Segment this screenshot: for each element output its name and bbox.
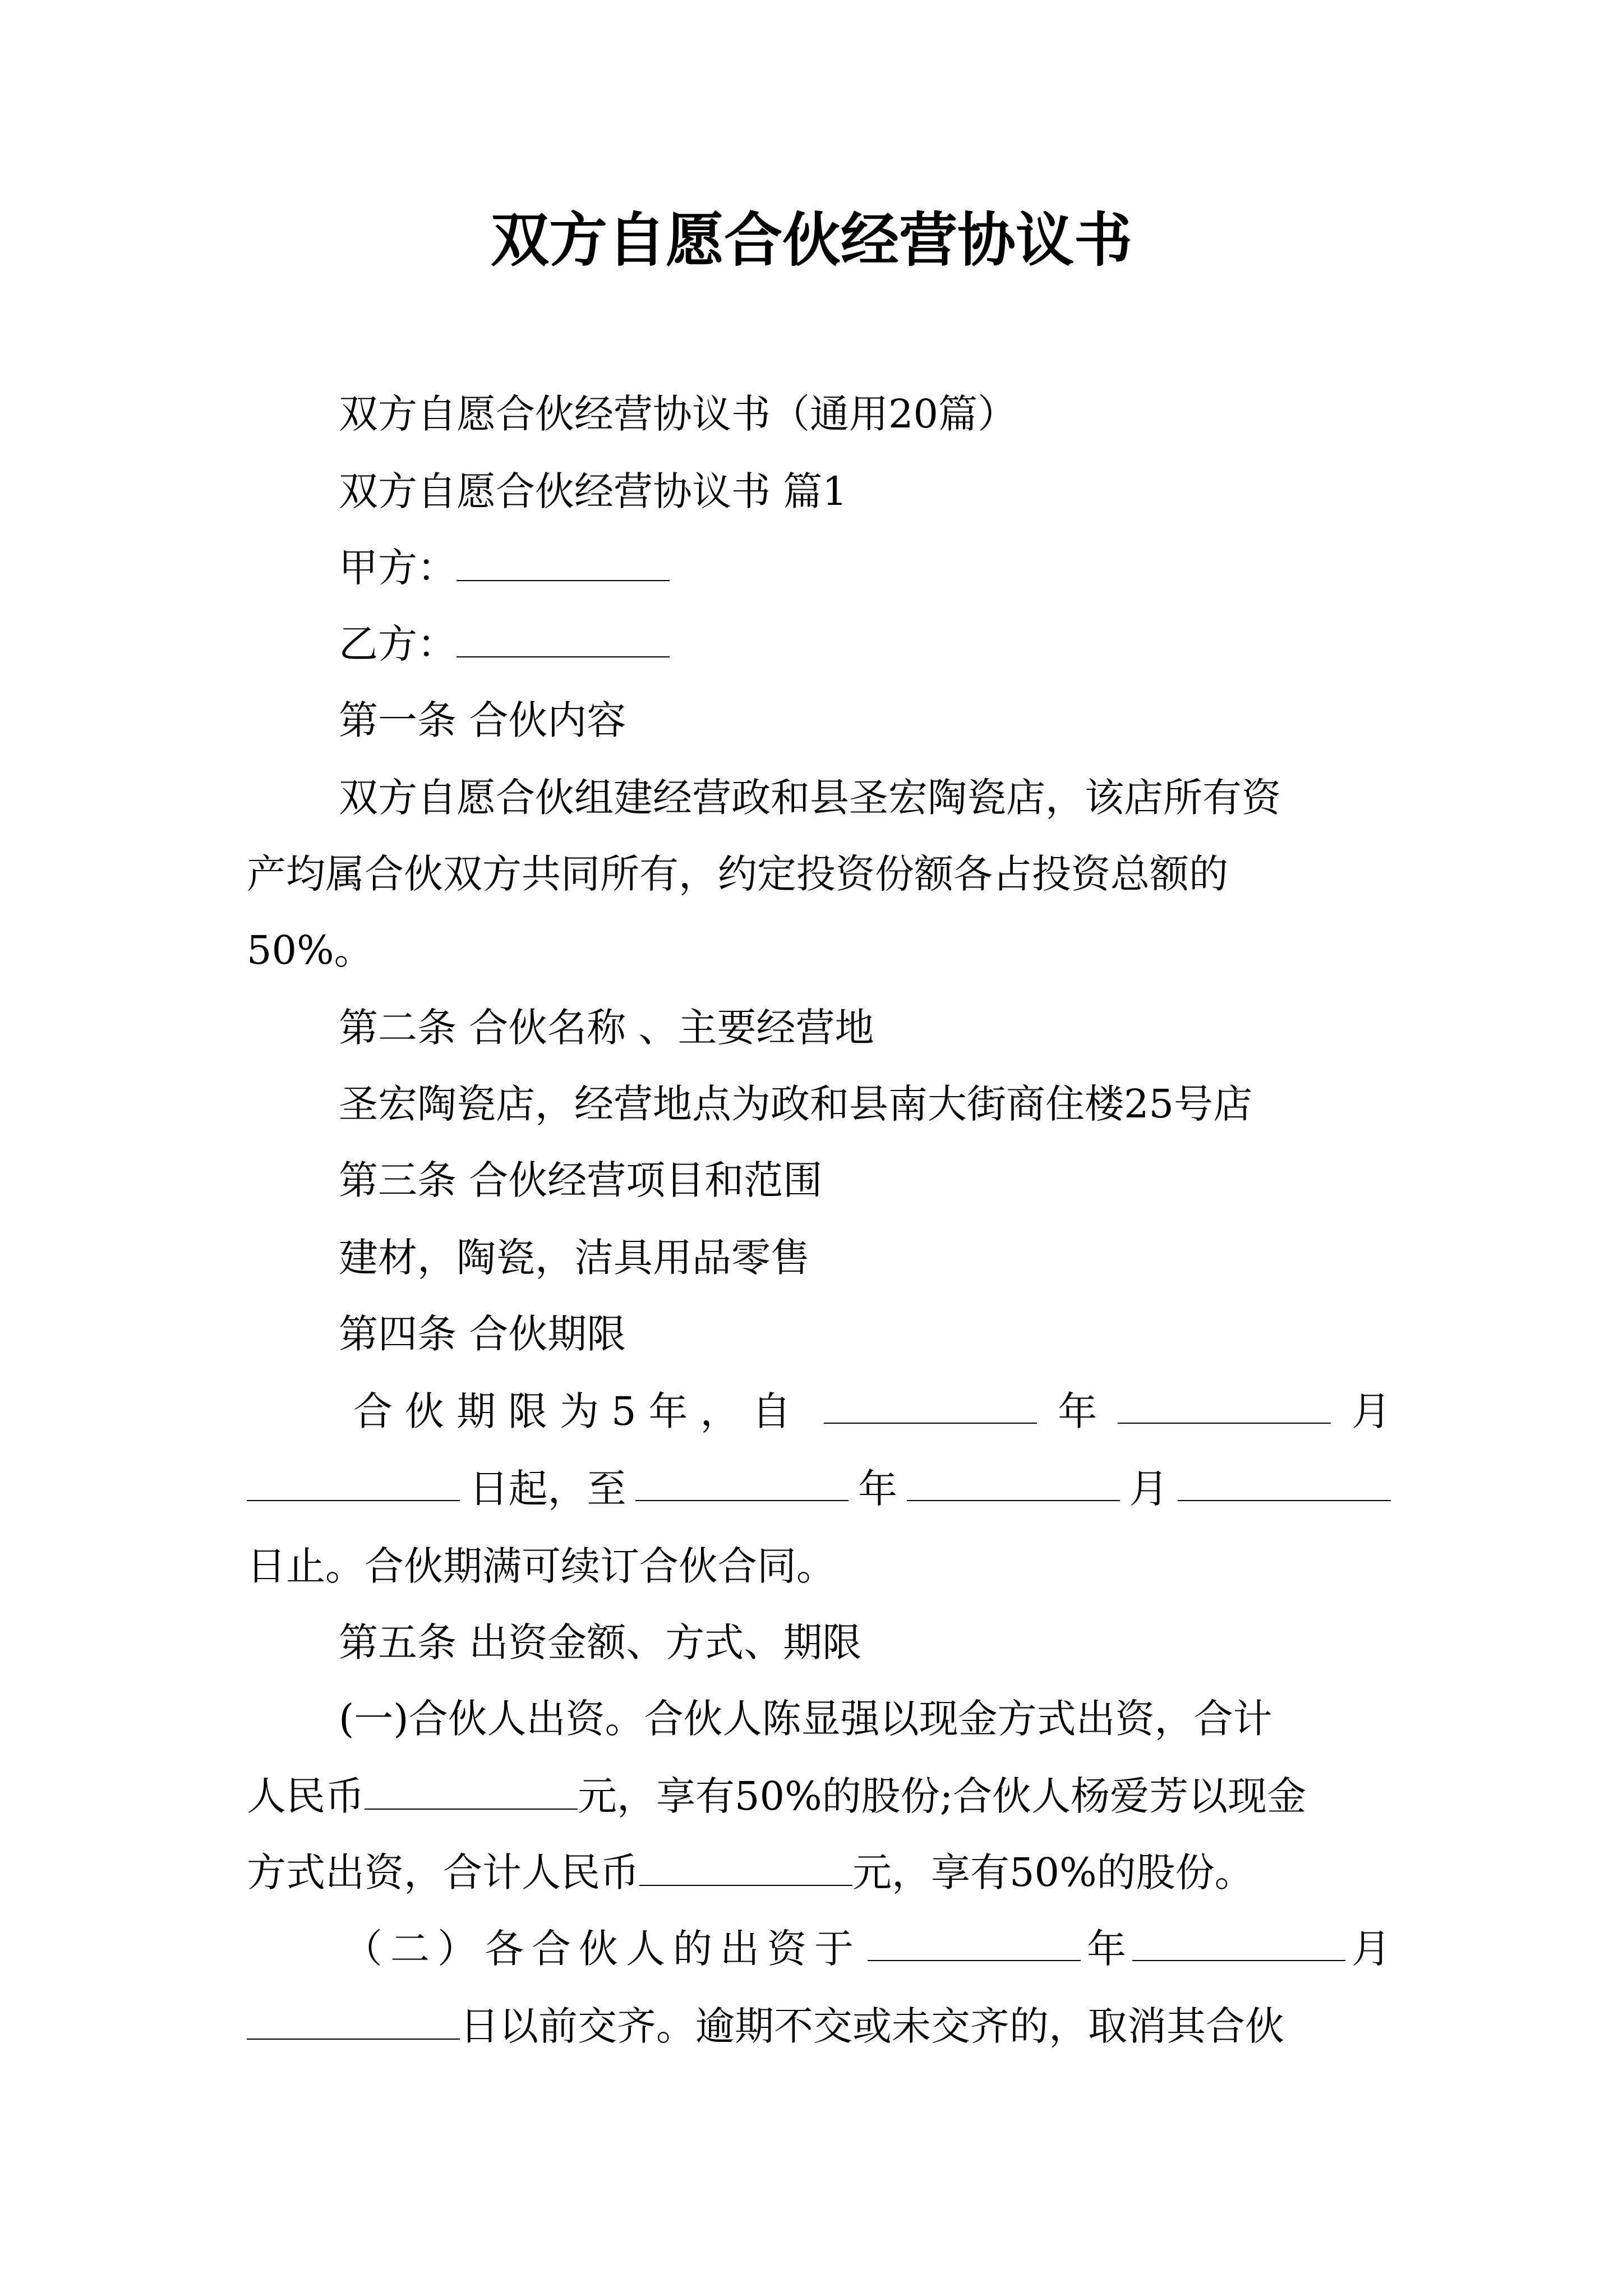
article-4-text-line (247, 1461, 1391, 1517)
party-a-line (339, 540, 1391, 596)
article-5-text-line (247, 1768, 1391, 1824)
start-day-blank (247, 1461, 460, 1501)
currency-label: 方式出资，合计人民币 (247, 1849, 639, 1895)
article-2-text-line: 圣宏陶瓷店，经营地点为政和县南大街商住楼25号店 (339, 1081, 1253, 1127)
share-text: 元，享有50%的股份。 (852, 1849, 1254, 1895)
start-year-blank (824, 1383, 1037, 1424)
article-1-text-line: 50%。 (247, 927, 374, 973)
year-label: 年 (857, 1466, 897, 1512)
article-5-text-line (343, 1921, 1391, 1977)
article-3-text-line: 建材，陶瓷，洁具用品零售 (339, 1235, 810, 1281)
deadline-rest-text: 日以前交齐。逾期不交或未交齐的，取消其合伙 (460, 2003, 1284, 2049)
party-b-line (339, 616, 1391, 672)
article-4-heading: 第四条 合伙期限 (339, 1311, 626, 1357)
year-label: 年 (1058, 1388, 1098, 1434)
currency-label: 人民币 (247, 1773, 365, 1819)
article-5-text-line (247, 1844, 1391, 1901)
end-day-blank (1178, 1461, 1391, 1501)
article-5-text-line: (一)合伙人出资。合伙人陈显强以现金方式出资，合计 (339, 1696, 1272, 1742)
month-label: 月 (1352, 1926, 1391, 1972)
deadline-month-blank (1132, 1921, 1345, 1961)
article-4-text-line: 日止。合伙期满可续订合伙合同。 (247, 1543, 836, 1589)
amount-blank (639, 1846, 852, 1886)
article-5-text-line (247, 1998, 1391, 2054)
section-heading: 双方自愿合伙经营协议书 篇1 (339, 468, 847, 514)
article-5-heading: 第五条 出资金额、方式、期限 (339, 1619, 862, 1665)
party-b-label: 乙方： (339, 621, 457, 667)
article-4-text-line (353, 1383, 1391, 1439)
amount-blank (365, 1769, 578, 1810)
article-1-heading: 第一条 合伙内容 (339, 697, 626, 743)
month-label: 月 (1129, 1466, 1169, 1512)
deadline-day-blank (247, 1999, 460, 2040)
subtitle-line: 双方自愿合伙经营协议书（通用20篇） (339, 391, 1017, 437)
year-label: 年 (1087, 1926, 1126, 1972)
end-year-blank (635, 1461, 849, 1501)
month-label: 月 (1351, 1388, 1391, 1434)
article-3-heading: 第三条 合伙经营项目和范围 (339, 1157, 823, 1203)
article-1-text-line: 产均属合伙双方共同所有，约定投资份额各占投资总额的 (247, 851, 1228, 897)
document-title: 双方自愿合伙经营协议书 (490, 205, 1132, 274)
share-text: 元，享有50%的股份;合伙人杨爱芳以现金 (578, 1773, 1307, 1819)
end-month-blank (907, 1461, 1120, 1501)
article-1-text-line: 双方自愿合伙组建经营政和县圣宏陶瓷店，该店所有资 (339, 775, 1281, 821)
deadline-text: （二）各合伙人的出资于 (343, 1926, 861, 1972)
party-a-blank (457, 541, 670, 581)
article-2-heading: 第二条 合伙名称 、主要经营地 (339, 1005, 874, 1051)
party-b-blank (457, 617, 670, 657)
start-month-blank (1118, 1383, 1331, 1424)
deadline-year-blank (868, 1921, 1081, 1961)
start-to-label: 日起，至 (469, 1466, 626, 1512)
term-text: 合伙期限为5年，自 (353, 1388, 804, 1434)
party-a-label: 甲方： (339, 545, 457, 591)
